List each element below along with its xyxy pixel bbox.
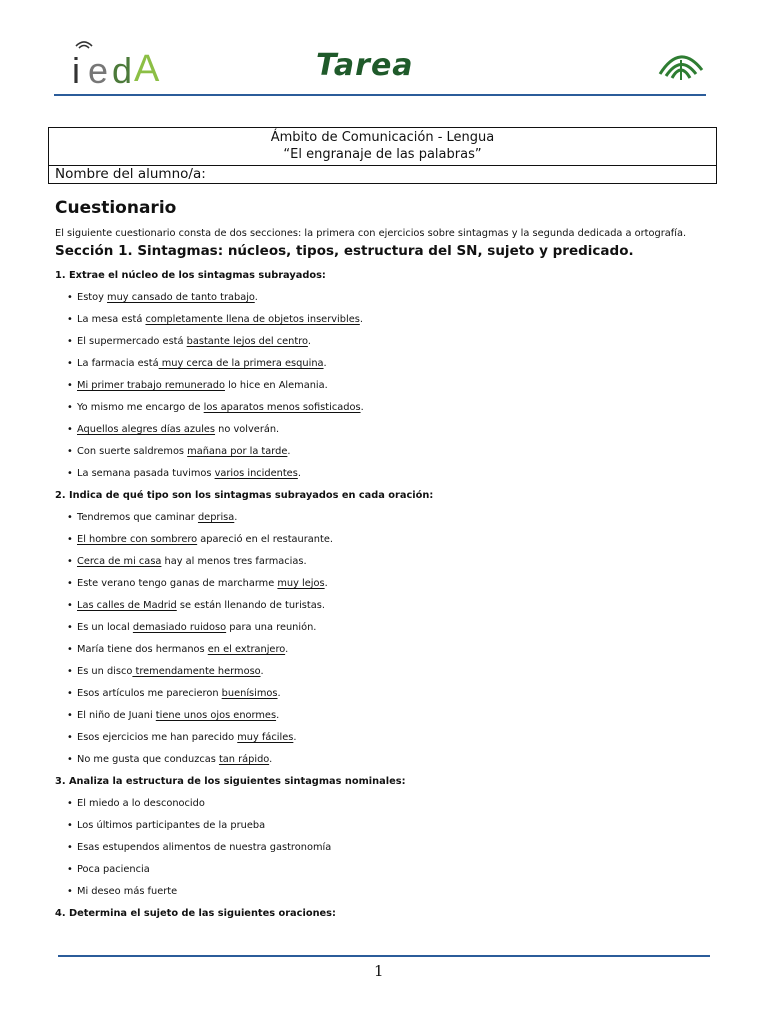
page-title: Tarea [316,48,414,83]
sentence-text: Estoy [77,292,108,303]
sentence-text: Es un disco [77,666,133,677]
sentence-text: Esos ejercicios me han parecido [77,732,238,743]
question-list [55,270,713,920]
sentence-text: . [285,644,289,655]
sentence-text: se están llenando de turistas. [176,600,325,611]
sentence-text: . [359,314,363,325]
sentence-text: . [293,732,297,743]
list-item [55,688,713,700]
underlined-phrase: tan rápido [218,754,270,765]
list-item [55,358,713,370]
underlined-phrase: completamente llena de objetos inservibles [145,314,360,325]
question-title: 3. Analiza la estructura de los siguientes sintagmas nominales: [55,776,406,787]
underlined-phrase: muy fáciles [237,732,294,743]
sentence-text: no volverán. [215,424,280,435]
underlined-phrase: Cerca de mi casa [77,556,162,567]
ieda-logo: i e d A [68,38,178,88]
list-item [55,292,713,304]
info-box [48,127,717,184]
list-item [55,864,713,876]
sentence-text: Mi deseo más fuerte [77,886,178,897]
underlined-phrase: Las calles de Madrid [77,600,177,611]
underlined-phrase: tiene unos ojos enormes [155,710,277,721]
list-item [55,578,713,590]
sentence-text: . [324,578,328,589]
sentence-text: . [297,468,301,479]
list-item [55,710,713,722]
sentence-list [55,292,713,480]
underlined-phrase: bastante lejos del centro [186,336,308,347]
underlined-phrase: muy cerca de la primera esquina [158,358,324,369]
list-item [55,600,713,612]
underlined-phrase: demasiado ruidoso [132,622,227,633]
underlined-phrase: Aquellos alegres días azules [77,424,216,435]
list-item [55,842,713,854]
list-item [55,798,713,810]
sentence-text: Yo mismo me encargo de [77,402,204,413]
list-item [55,820,713,832]
underlined-phrase: deprisa [197,512,235,523]
section-title: Sección 1. Sintagmas: núcleos, tipos, estructura del SN, sujeto y predicado. [55,243,634,259]
sentence-text: hay al menos tres farmacias. [161,556,307,567]
underlined-phrase: varios incidentes [214,468,298,479]
list-item [55,622,713,634]
list-item [55,424,713,436]
footer-divider [58,955,710,957]
list-item [55,754,713,766]
list-item [55,732,713,744]
sentence-text: . [254,292,258,303]
question-block [55,776,713,898]
sentence-text: La farmacia está [77,358,159,369]
sentence-text: . [277,688,281,699]
sentence-text: La mesa está [77,314,146,325]
sentence-text: . [360,402,364,413]
sentence-text: . [260,666,264,677]
sentence-text: . [234,512,238,523]
sentence-text: Este verano tengo ganas de marcharme [77,578,278,589]
sentence-text: Poca paciencia [77,864,150,875]
sentence-list [55,798,713,898]
sentence-text: Es un local [77,622,133,633]
sentence-text: El miedo a lo desconocido [77,798,205,809]
question-title: 1. Extrae el núcleo de los sintagmas subrayados: [55,270,326,281]
sentence-text: El supermercado está [77,336,187,347]
underlined-phrase: muy lejos [277,578,325,589]
sentence-text: Esas estupendos alimentos de nuestra gastronomía [77,842,332,853]
info-subject [49,128,716,166]
question-block [55,908,713,920]
sentence-text: . [323,358,327,369]
info-line-1: Ámbito de Comunicación - Lengua [270,130,495,145]
sentence-text: . [287,446,291,457]
sentence-text: . [307,336,311,347]
page-header [58,38,708,96]
student-name-field: Nombre del alumno/a: [55,166,206,182]
list-item [55,314,713,326]
question-block [55,270,713,480]
intro-paragraph: El siguiente cuestionario consta de dos secciones: la primera con ejercicios sobre sintagmas y la segunda dedicada a ortografía. [55,228,687,239]
underlined-phrase: Mi primer trabajo remunerado [77,380,225,391]
underlined-phrase: mañana por la tarde [187,446,288,457]
list-item [55,534,713,546]
junta-logo-icon [656,48,706,82]
list-item [55,468,713,480]
list-item [55,666,713,678]
questionnaire [55,198,713,920]
sentence-text: No me gusta que conduzcas [77,754,219,765]
list-item [55,446,713,458]
sentence-text: para una reunión. [226,622,317,633]
questionnaire-heading: Cuestionario [55,198,177,218]
underlined-phrase: en el extranjero [207,644,286,655]
sentence-text: lo hice en Alemania. [224,380,328,391]
list-item [55,556,713,568]
underlined-phrase: buenísimos [221,688,278,699]
list-item [55,402,713,414]
list-item [55,886,713,898]
underlined-phrase: los aparatos menos sofisticados [203,402,361,413]
underlined-phrase: tremendamente hermoso [132,666,261,677]
header-divider [54,94,706,96]
sentence-text: Los últimos participantes de la prueba [77,820,266,831]
info-line-2: “El engranaje de las palabras” [283,147,482,162]
sentence-text: . [269,754,273,765]
underlined-phrase: muy cansado de tanto trabajo [107,292,255,303]
underlined-phrase: El hombre con sombrero [77,534,198,545]
sentence-text: apareció en el restaurante. [197,534,333,545]
page-number: 1 [374,962,384,980]
list-item [55,644,713,656]
list-item [55,512,713,524]
sentence-text: Esos artículos me parecieron [77,688,222,699]
list-item [55,380,713,392]
question-block [55,490,713,766]
question-title: 4. Determina el sujeto de las siguientes oraciones: [55,908,336,919]
sentence-text: El niño de Juani [77,710,156,721]
sentence-text: Con suerte saldremos [77,446,188,457]
sentence-text: La semana pasada tuvimos [77,468,215,479]
sentence-text: María tiene dos hermanos [77,644,208,655]
sentence-text: . [276,710,280,721]
question-title: 2. Indica de qué tipo son los sintagmas subrayados en cada oración: [55,490,434,501]
sentence-list [55,512,713,766]
sentence-text: Tendremos que caminar [77,512,198,523]
list-item [55,336,713,348]
